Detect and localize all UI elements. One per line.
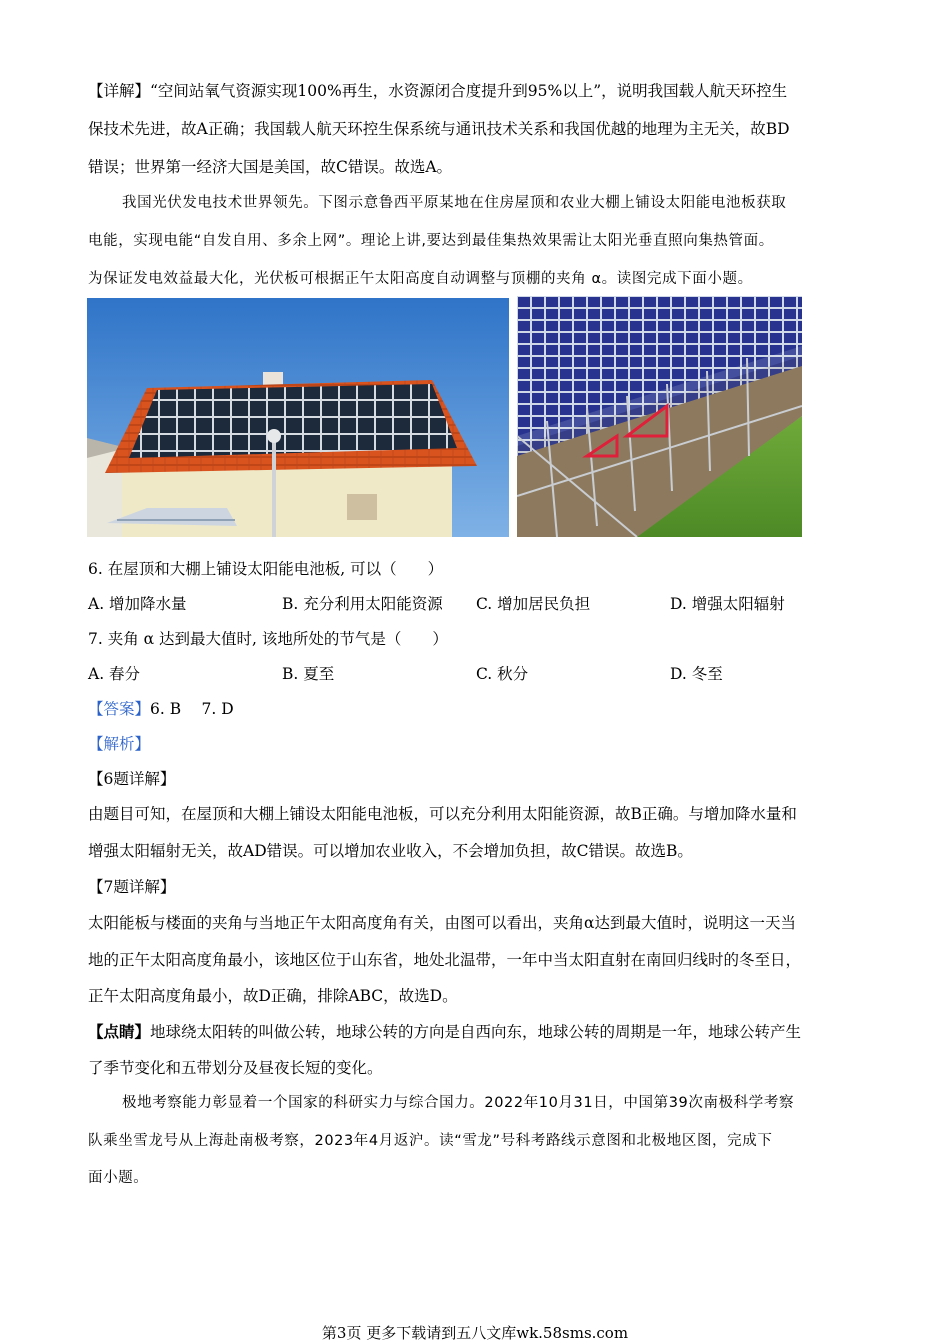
q7-option-d: D. 冬至 — [670, 665, 723, 683]
q6-option-d: D. 增强太阳辐射 — [670, 595, 785, 613]
detail6-line-1: 由题目可知，在屋顶和大棚上铺设太阳能电池板，可以充分利用太阳能资源，故B正确。与增加降水量和 — [88, 805, 797, 823]
answer-text: 6. B 7. D — [150, 700, 234, 718]
house-solar-roof-photo — [87, 298, 509, 537]
q7-option-a: A. 春分 — [88, 665, 141, 683]
tip-line-1 — [88, 1021, 801, 1043]
page-footer: 第3页 更多下载请到五八文库wk.58sms.com — [321, 1324, 629, 1342]
intro2-line-2: 队乘坐雪龙号从上海赴南极考察，2023年4月返沪。读“雪龙”号科考路线示意图和北极地区图，完成下 — [88, 1133, 773, 1149]
explanation-line-3: 错误；世界第一经济大国是美国，故C错误。故选A。 — [88, 158, 453, 176]
intro2-line-3: 面小题。 — [88, 1170, 149, 1186]
q7-option-c: C. 秋分 — [476, 665, 529, 683]
detail7-tag: 【7题详解】 — [88, 878, 176, 896]
detail6-tag: 【6题详解】 — [88, 770, 176, 788]
analysis-tag: 【解析】 — [88, 735, 151, 753]
intro-line-1: 我国光伏发电技术世界领先。下图示意鲁西平原某地在住房屋顶和农业大棚上铺设太阳能电池板获取 — [122, 195, 787, 211]
explanation-line-2: 保技术先进，故A正确；我国载人航天环控生保系统与通讯技术关系和我国优越的地理为主无关，故BD — [88, 120, 790, 138]
greenhouse-solar-image — [517, 296, 802, 537]
explanation-line-1: 【详解】“空间站氧气资源实现100%再生，水资源闭合度提升到95%以上”，说明我国载人航天环控生 — [88, 82, 788, 100]
q6-option-b: B. 充分利用太阳能资源 — [282, 595, 443, 613]
q6-option-a: A. 增加降水量 — [88, 595, 187, 613]
detail7-line-2: 地的正午太阳高度角最小，该地区位于山东省，地处北温带，一年中当太阳直射在南回归线时的冬至日， — [88, 951, 802, 969]
intro2-line-1: 极地考察能力彰显着一个国家的科研实力与综合国力。2022年10月31日，中国第39次南极科学考察 — [122, 1095, 795, 1111]
q6-stem: 6. 在屋顶和大棚上铺设太阳能电池板, 可以（ ） — [88, 560, 444, 578]
q7-stem: 7. 夹角 α 达到最大值时, 该地所处的节气是（ ） — [88, 630, 448, 648]
tip-text-1: 地球绕太阳转的叫做公转，地球公转的方向是自西向东，地球公转的周期是一年，地球公转产生 — [150, 1023, 802, 1041]
detail7-line-1: 太阳能板与楼面的夹角与当地正午太阳高度角有关，由图可以看出，夹角α达到最大值时，说明这一天当 — [88, 914, 796, 932]
answer-tag: 【答案】 — [88, 700, 151, 718]
tip-line-2: 了季节变化和五带划分及昼夜长短的变化。 — [88, 1059, 383, 1077]
q7-option-b: B. 夏至 — [282, 665, 335, 683]
detail6-line-2: 增强太阳辐射无关，故AD错误。可以增加农业收入，不会增加负担，故C错误。故选B。 — [88, 842, 693, 860]
house-solar-roof-image — [87, 298, 509, 537]
intro-line-3: 为保证发电效益最大化，光伏板可根据正午太阳高度自动调整与顶棚的夹角 α。读图完成下面小题。 — [88, 271, 753, 287]
detail7-line-3: 正午太阳高度角最小，故D正确，排除ABC，故选D。 — [88, 987, 458, 1005]
answer-line — [88, 698, 234, 720]
q6-option-c: C. 增加居民负担 — [476, 595, 591, 613]
tip-tag: 【点睛】 — [88, 1022, 151, 1041]
greenhouse-solar-photo — [517, 296, 802, 537]
intro-line-2: 电能，实现电能“自发自用、多余上网”。理论上讲,要达到最佳集热效果需让太阳光垂直照向集热管面。 — [88, 233, 774, 249]
